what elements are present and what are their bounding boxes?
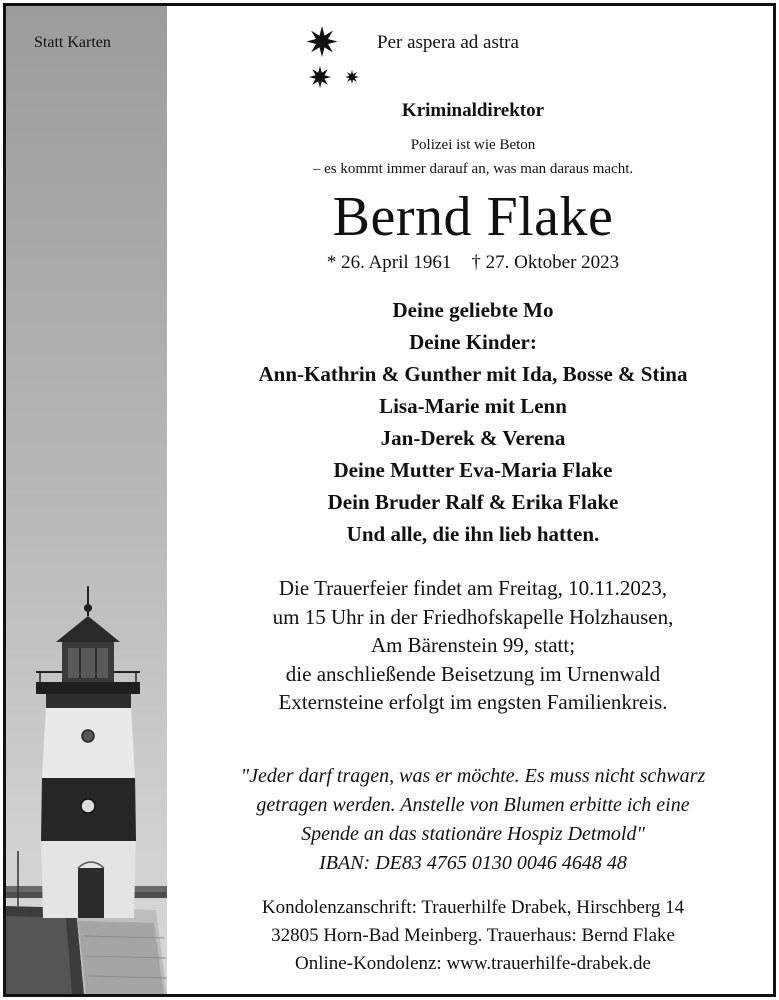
contact-line: Online-Kondolenz: www.trauerhilfe-drabek.de [295, 953, 651, 974]
job-title: Kriminaldirektor [401, 100, 545, 121]
donation-wish [167, 762, 776, 878]
iban-line: IBAN: DE83 4765 0130 0046 4648 48 [319, 852, 627, 874]
service-line: Externsteine erfolgt im engsten Familienkreis. [278, 690, 668, 714]
quote-line-2: – es kommt immer darauf an, was man daraus macht. [312, 161, 634, 177]
service-line: die anschließende Beisetzung im Urnenwald [285, 661, 661, 686]
birth-date: * 26. April 1961 [326, 252, 452, 273]
quote-line-1: Polizei ist wie Beton [410, 137, 536, 153]
contact-info [167, 894, 776, 978]
contact-line: 32805 Horn-Bad Meinberg. Trauerhaus: Bernd Flake [271, 925, 675, 946]
contact-line: Kondolenzanschrift: Trauerhilfe Drabek, Hirschberg 14 [261, 897, 685, 918]
service-line: Die Trauerfeier findet am Freitag, 10.11.2023, [278, 576, 668, 600]
service-line: Am Bärenstein 99, statt; [370, 633, 576, 657]
wish-line: "Jeder darf tragen, was er möchte. Es muss nicht schwarz [240, 765, 706, 787]
mourner-line: Jan-Derek & Verena [380, 426, 566, 450]
life-dates [167, 252, 776, 274]
lighthouse-photo [6, 6, 167, 994]
mourner-line: Und alle, die ihn lieb hatten. [346, 522, 600, 546]
wish-line: getragen werden. Anstelle von Blumen erbitte ich eine [256, 794, 690, 816]
obituary-frame [3, 3, 776, 997]
mourner-line: Ann-Kathrin & Gunther mit Ida, Bosse & Stina [258, 362, 688, 386]
stars-icon [305, 24, 365, 88]
death-date: † 27. Oktober 2023 [471, 252, 620, 273]
mourner-line: Deine geliebte Mo [392, 298, 554, 322]
mourner-line: Dein Bruder Ralf & Erika Flake [327, 490, 619, 514]
service-line: um 15 Uhr in der Friedhofskapelle Holzhausen, [272, 604, 674, 629]
statt-karten-label: Statt Karten [34, 34, 111, 51]
mourners-list [167, 294, 776, 550]
lighthouse-icon [6, 6, 167, 994]
mourner-line: Lisa-Marie mit Lenn [379, 394, 567, 418]
mourner-line: Deine Kinder: [409, 330, 537, 354]
obituary-content [167, 6, 776, 994]
wish-line: Spende an das stationäre Hospiz Detmold" [301, 823, 645, 845]
deceased-name: Bernd Flake [332, 186, 614, 248]
motto: Per aspera ad astra [377, 32, 519, 53]
service-details [167, 574, 776, 717]
mourner-line: Deine Mutter Eva-Maria Flake [333, 458, 613, 482]
